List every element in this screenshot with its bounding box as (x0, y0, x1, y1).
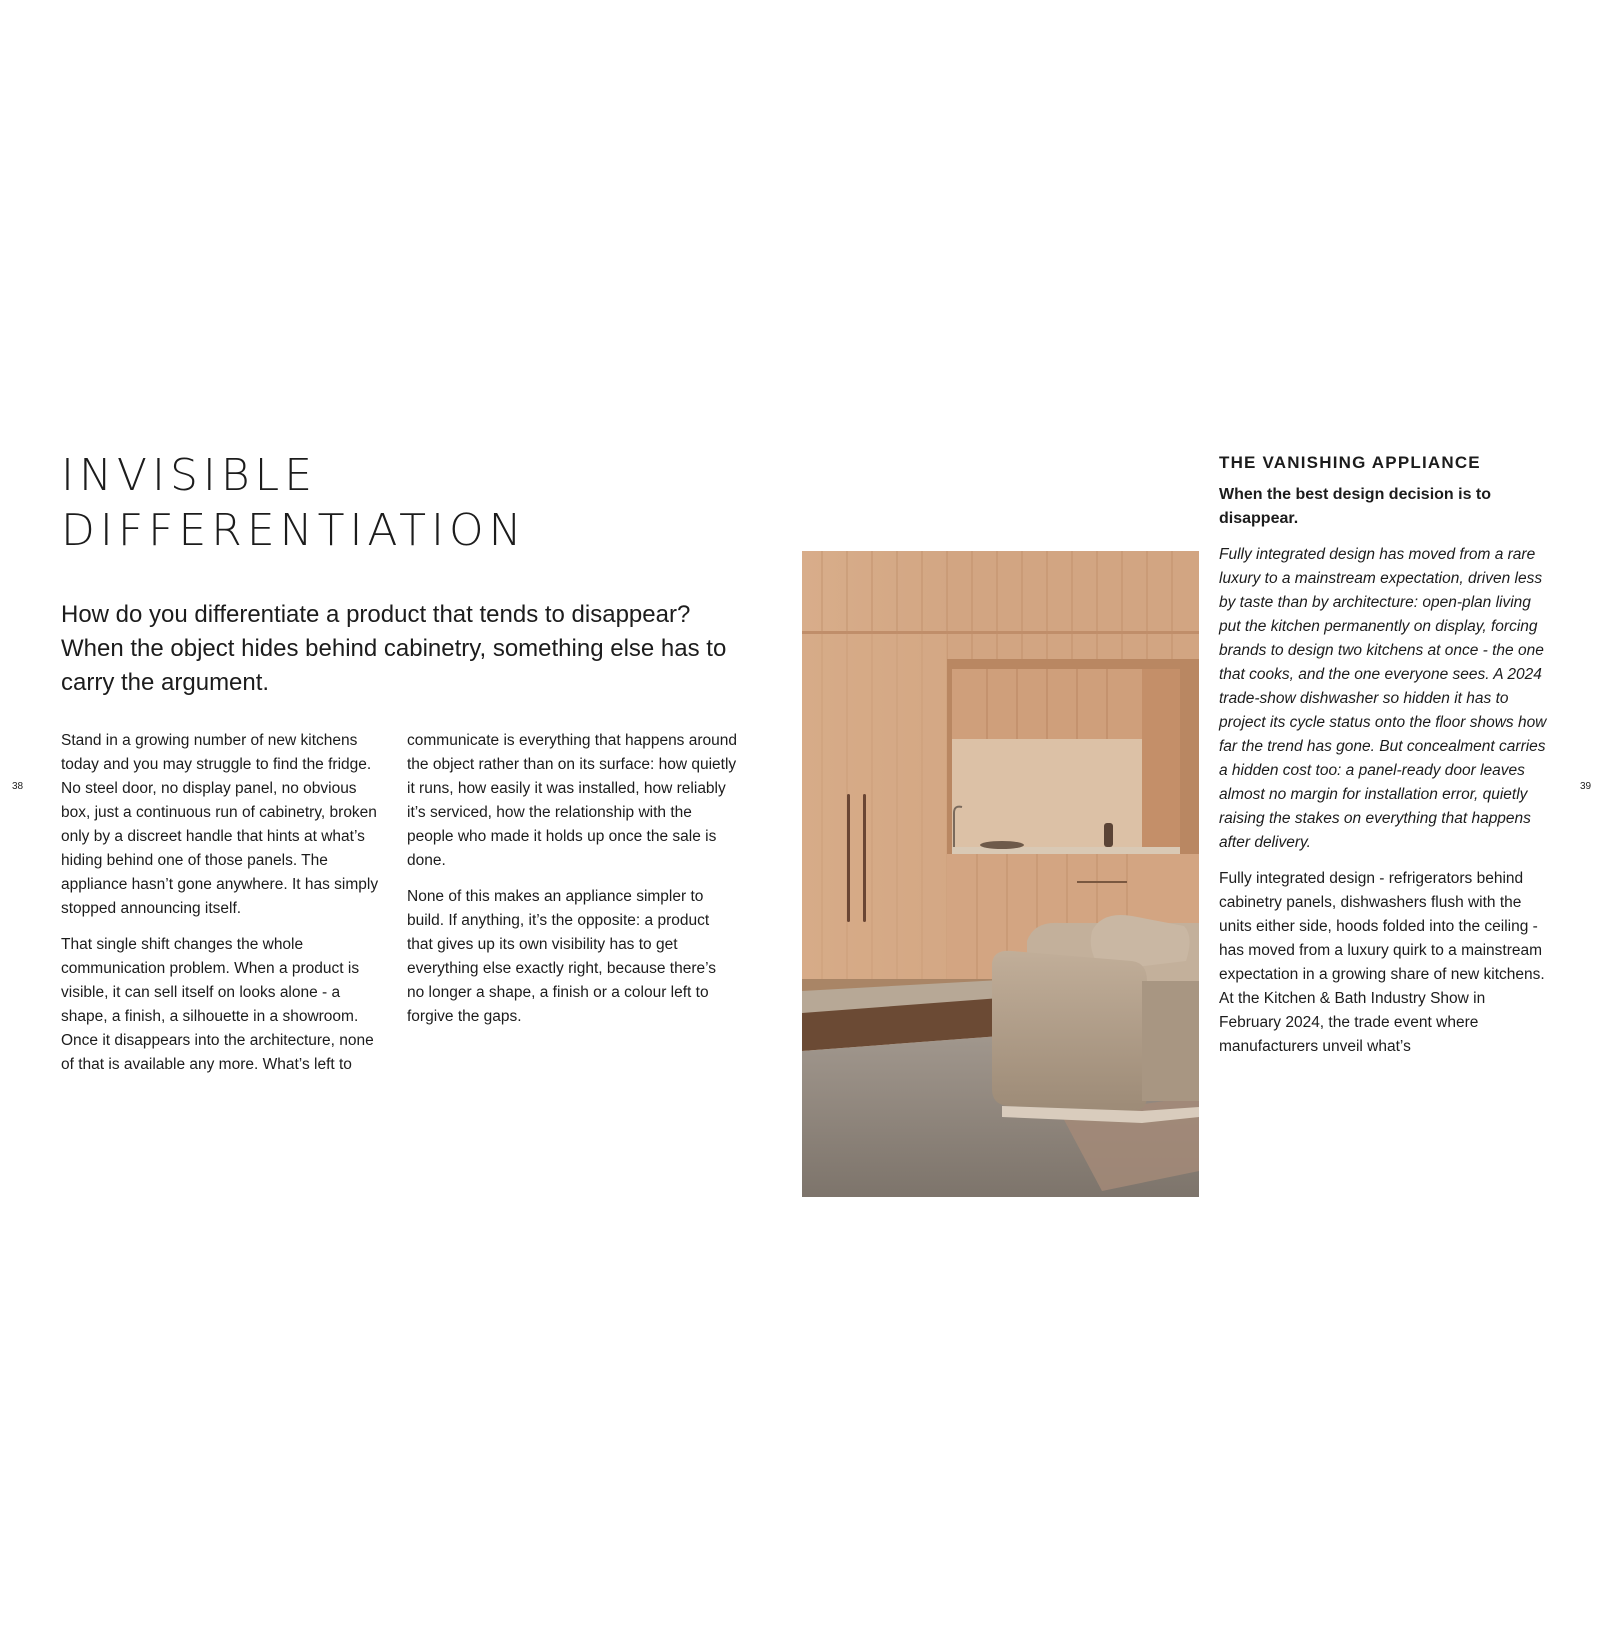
body-paragraph: None of this makes an appliance simpler to build. If anything, it’s the opposite: a product that gives up its own visibility has to get everything else exactly right, because there’s no longer a shape, a finish or a colour left to forgive the gaps. (407, 888, 717, 1025)
body-paragraph: That single shift changes the whole communication problem. When a product is visible, it can sell itself on looks alone - a shape, a finish, a silhouette in a showroom. Once it disappears into the architecture, none of that is available any more. What’s left to (61, 936, 374, 1073)
tall-cabinet-column (802, 633, 947, 991)
sofa-arm (992, 951, 1147, 1111)
upper-cabinets (947, 551, 1199, 659)
fridge-handle-left (847, 794, 850, 922)
page-folio-left: 38 (12, 781, 24, 792)
body-column-a (61, 729, 386, 1089)
sofa-seat (1142, 981, 1199, 1101)
backsplash (952, 739, 1142, 849)
body-paragraph: Stand in a growing number of new kitchens today and you may struggle to find the fridge. No steel door, no display panel, no obvious box, just a continuous run of cabinetry, broken only by a discreet handle that hints at what’s hiding behind one of those panels. The appliance hasn’t gone anywhere. It has simply stopped announcing itself. (61, 732, 379, 917)
page-title (61, 448, 681, 558)
cabinet-shelf-line (802, 631, 1199, 634)
sidebar-body-paragraph: Fully integrated design - refrigerators behind cabinetry panels, dishwashers flush with the units either side, hoods folded into the ceiling - has moved from a luxury quirk to a mainstream expectation in a growing share of new kitchens. At the Kitchen & Bath Industry Show in February 2024, the trade event where manufacturers unveil what’s (1219, 870, 1545, 1055)
countertop (952, 847, 1180, 854)
bowl (980, 841, 1024, 849)
body-column-b (407, 729, 737, 1041)
title-line-2: DIFFERENTIATION (61, 505, 527, 556)
sidebar-italic-paragraph: Fully integrated design has moved from a rare luxury to a mainstream expectation, driven less by taste than by architecture: open-plan living put the kitchen permanently on display, forcing brands to design two kitchens at once - the one that cooks, and the one everyone sees. A 2024 trade-show dishwasher so hidden it has to project its cycle status onto the floor shows how far the trend has gone. But concealment carries a hidden cost too: a panel-ready door leaves almost no margin for installation error, quietly raising the stakes on everything that happens after delivery. (1219, 546, 1547, 851)
sidebar-article (1219, 452, 1549, 1059)
lead-paragraph: How do you differentiate a product that tends to disappear? When the object hides behind cabinetry, something else has to carry the argument. (61, 601, 727, 696)
sidebar-kicker: THE VANISHING APPLIANCE (1219, 453, 1481, 472)
body-paragraph: communicate is everything that happens around the object rather than on its surface: how quietly it runs, how easily it was installed, how reliably it’s serviced, how the relationship with the people who made it holds up once the sale is done. (407, 732, 738, 869)
niche-side-panel (1142, 669, 1180, 859)
sidebar-subhead: When the best design decision is to disappear. (1219, 486, 1492, 527)
fridge-handle-right (863, 794, 866, 922)
kitchen-photo (802, 551, 1199, 1197)
page-folio-right: 39 (1580, 781, 1592, 792)
title-line-1: INVISIBLE (61, 450, 317, 501)
vase (1104, 823, 1113, 847)
drawer-handle (1077, 881, 1127, 883)
